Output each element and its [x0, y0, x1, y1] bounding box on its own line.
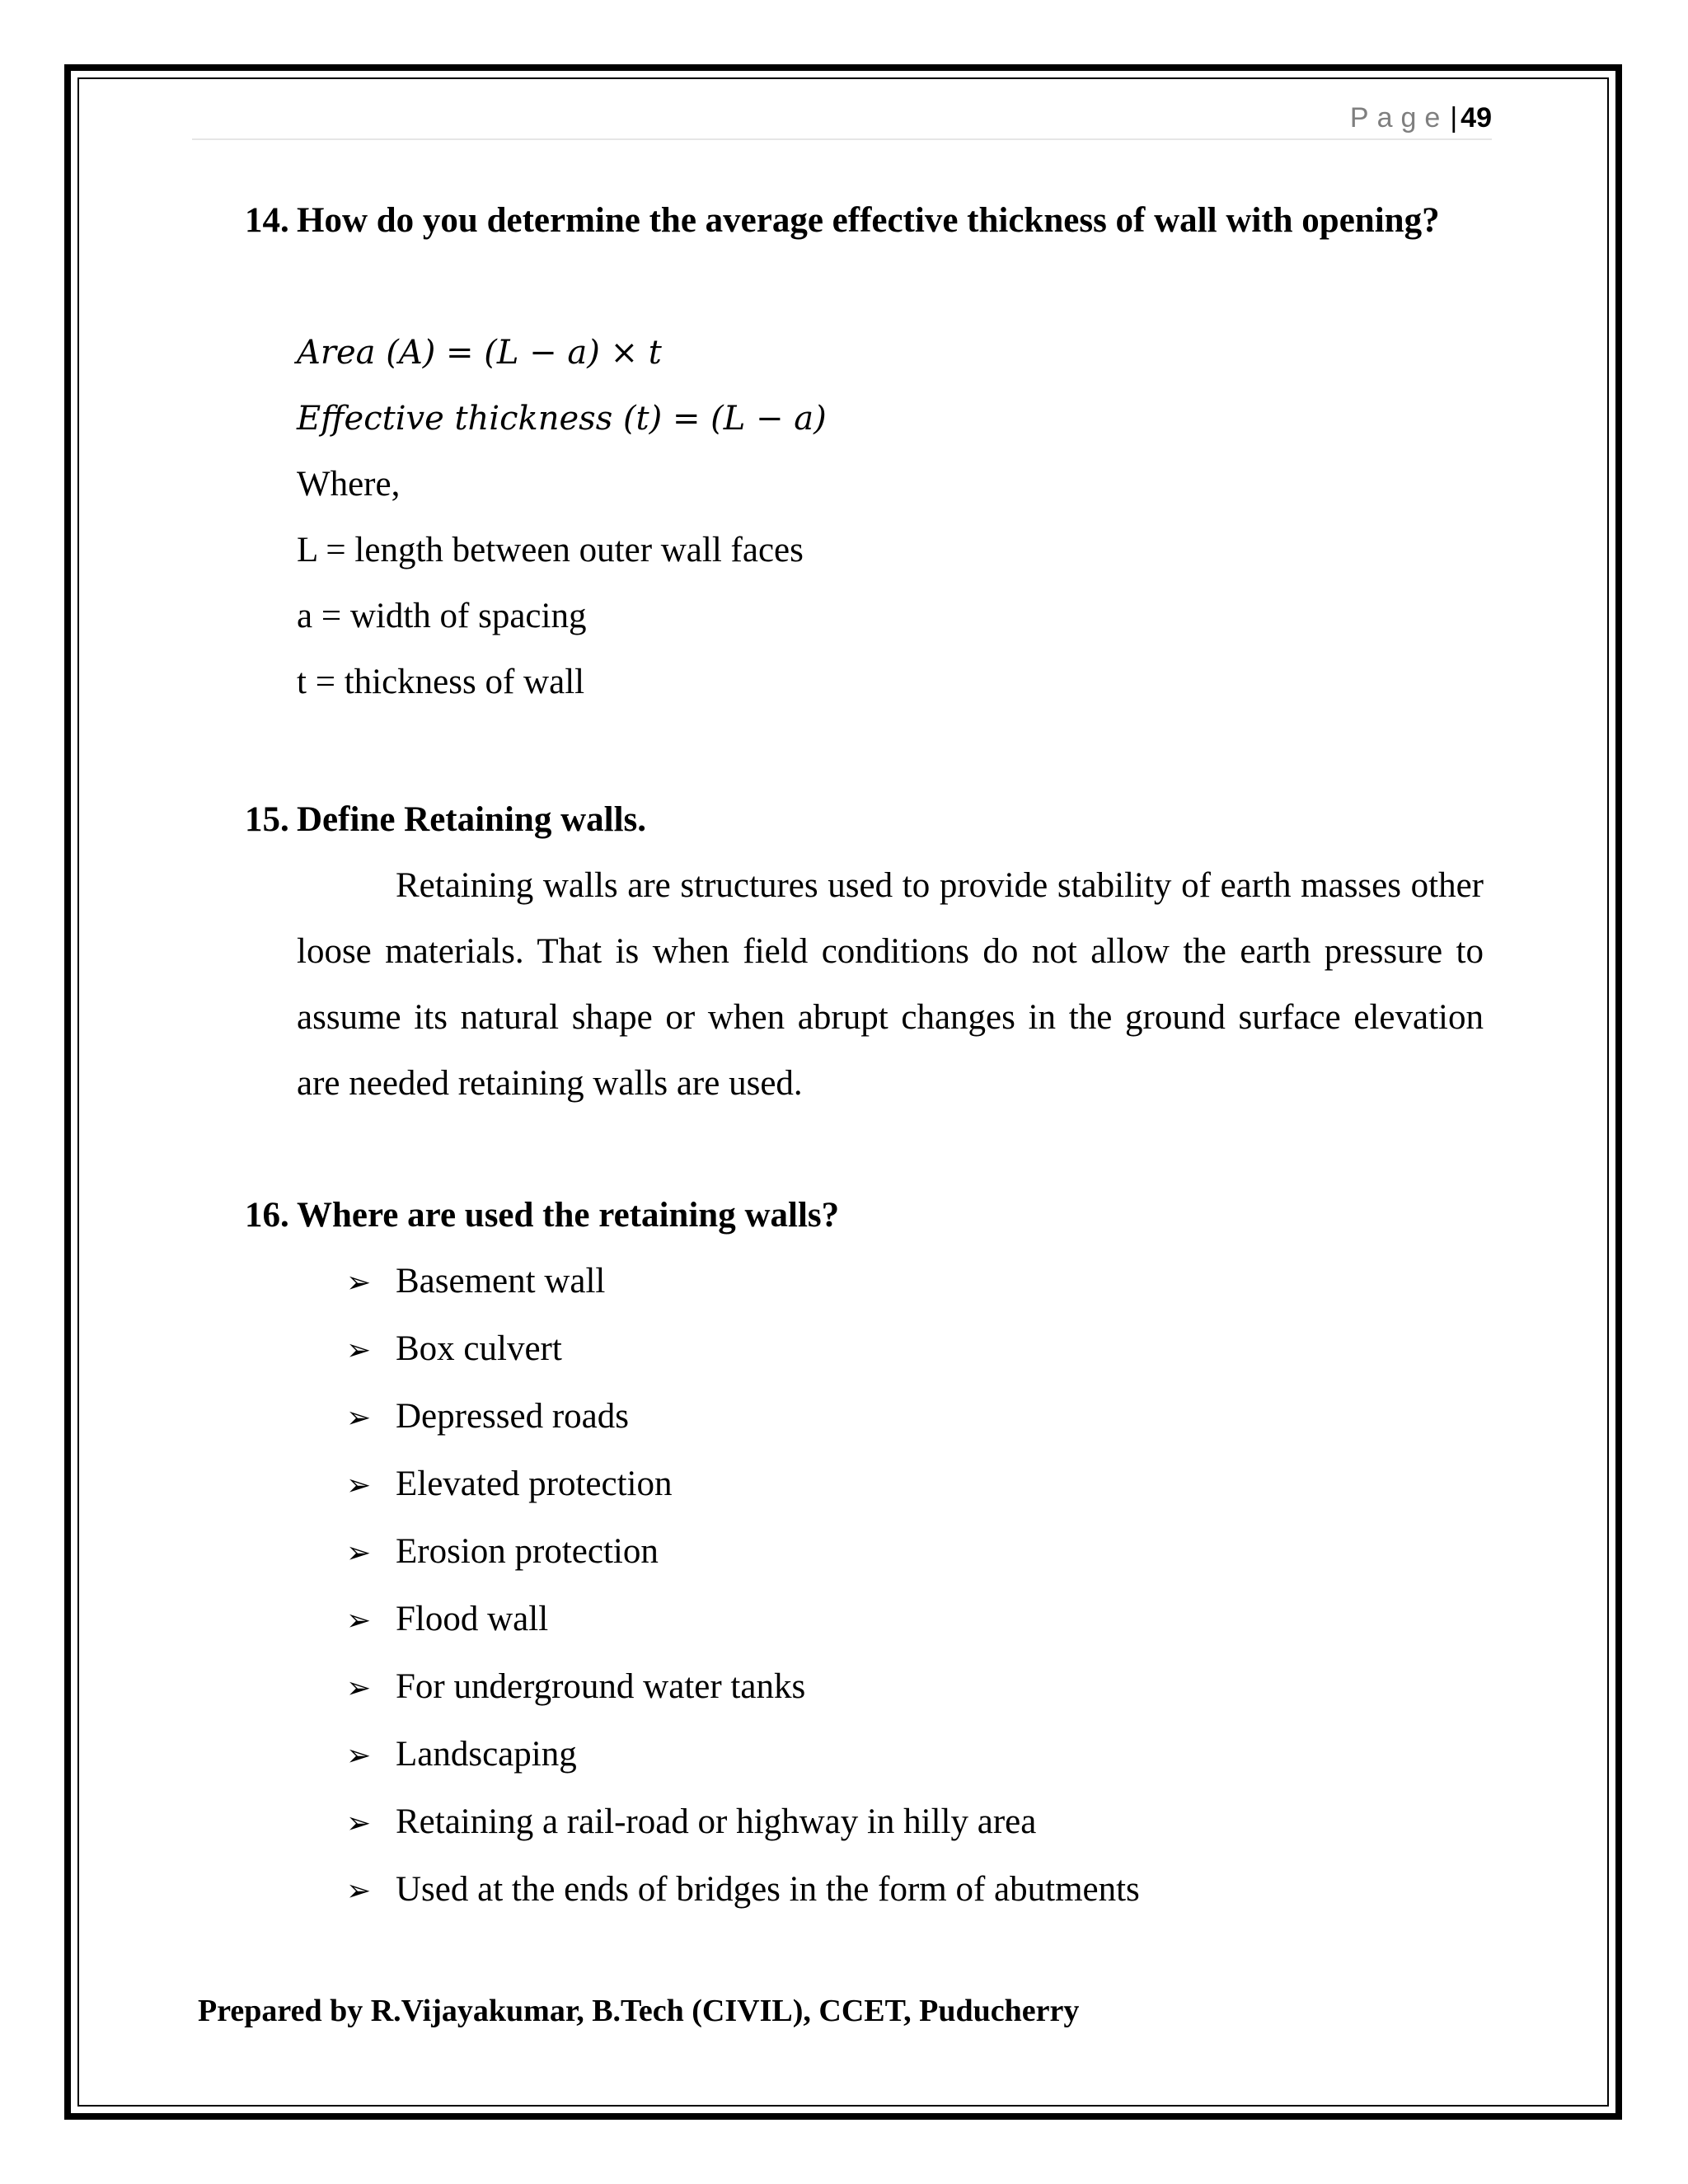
list-item	[346, 1249, 1140, 1316]
retaining-wall-uses-list	[346, 1249, 1140, 1924]
list-item	[346, 1451, 1140, 1519]
list-item	[346, 1316, 1140, 1384]
question-title: Define Retaining walls.	[297, 800, 647, 839]
list-item	[346, 1857, 1140, 1924]
list-item	[346, 1384, 1140, 1451]
where-label: Where,	[297, 465, 401, 504]
question-title: Where are used the retaining walls?	[297, 1196, 840, 1235]
list-item-text: Used at the ends of bridges in the form of abutments	[396, 1870, 1140, 1909]
question-16-heading	[245, 1183, 1473, 1249]
list-item-text: Elevated protection	[396, 1465, 673, 1503]
page-footer: Prepared by R.Vijayakumar, B.Tech (CIVIL), CCET, Puducherry	[198, 1994, 1080, 2028]
question-number: 16.	[245, 1196, 289, 1235]
formula-thickness-text: Effective thickness (t) = (L − a)	[297, 400, 827, 438]
arrow-bullet-icon: ➢	[346, 1536, 372, 1570]
question-number: 14.	[245, 201, 289, 240]
arrow-bullet-icon: ➢	[346, 1469, 372, 1502]
arrow-bullet-icon: ➢	[346, 1671, 372, 1705]
retaining-walls-definition: Retaining walls are structures used to provide stability of earth masses other loose materials. That is when field conditions do not allow the earth pressure to assume its natural shape or when abrupt changes in the ground surface elevation are needed retaining walls are used.	[297, 866, 1484, 1103]
definition-a: a = width of spacing	[297, 597, 587, 635]
question-title: How do you determine the average effective thickness of wall with opening?	[297, 201, 1440, 240]
page-label: Page	[1349, 102, 1449, 134]
list-item	[346, 1586, 1140, 1654]
list-item-text: Box culvert	[396, 1329, 562, 1368]
page-header	[192, 97, 1492, 140]
question-15-heading	[245, 787, 1473, 853]
definition-L: L = length between outer wall faces	[297, 531, 804, 569]
question-number: 15.	[245, 800, 289, 839]
list-item	[346, 1654, 1140, 1722]
list-item-text: Flood wall	[396, 1600, 549, 1638]
page-number: 49	[1461, 102, 1492, 134]
arrow-bullet-icon: ➢	[346, 1604, 372, 1638]
list-item-text: Basement wall	[396, 1262, 606, 1301]
formula-area-text: Area (A) = (L − a) × t	[297, 334, 662, 372]
list-item-text: Landscaping	[396, 1735, 577, 1774]
list-item-text: Retaining a rail-road or highway in hilly area	[396, 1802, 1037, 1841]
arrow-bullet-icon: ➢	[346, 1266, 372, 1300]
definition-t: t = thickness of wall	[297, 663, 585, 701]
arrow-bullet-icon: ➢	[346, 1874, 372, 1908]
question-14-heading	[245, 188, 1473, 254]
formula-effective-thickness	[297, 386, 1484, 452]
list-item	[346, 1789, 1140, 1857]
list-item-text: Depressed roads	[396, 1397, 629, 1436]
arrow-bullet-icon: ➢	[346, 1807, 372, 1840]
arrow-bullet-icon: ➢	[346, 1333, 372, 1367]
formula-area	[297, 320, 1484, 386]
page-separator: |	[1450, 102, 1458, 134]
list-item	[346, 1722, 1140, 1789]
arrow-bullet-icon: ➢	[346, 1739, 372, 1773]
list-item-text: For underground water tanks	[396, 1667, 806, 1706]
list-item-text: Erosion protection	[396, 1532, 659, 1571]
arrow-bullet-icon: ➢	[346, 1401, 372, 1435]
list-item	[346, 1519, 1140, 1586]
